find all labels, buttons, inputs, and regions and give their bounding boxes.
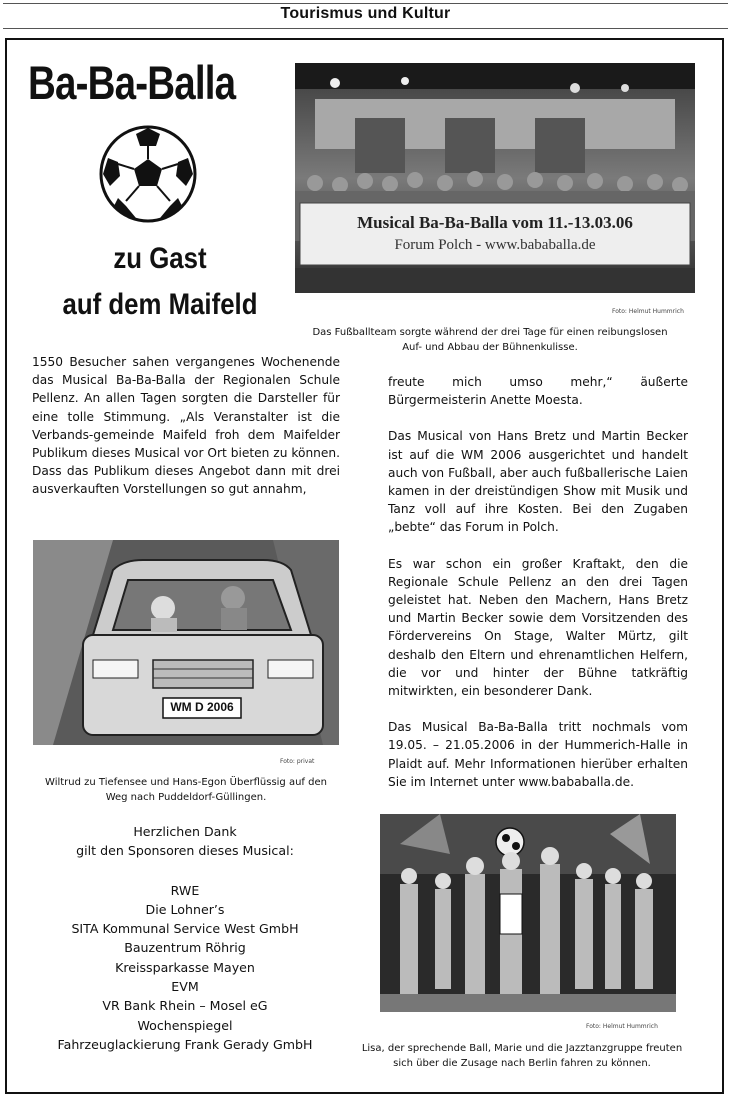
banner-line1: Musical Ba-Ba-Balla vom 11.-13.03.06 xyxy=(357,213,633,232)
photo-car xyxy=(33,540,339,745)
sponsor-item: Wochenspiegel xyxy=(137,1017,233,1033)
sponsor-item: Die Lohner’s xyxy=(145,901,225,917)
sponsors-block xyxy=(30,822,340,1054)
logo-subtitle-line2: auf dem Maifeld xyxy=(62,288,258,321)
football-icon xyxy=(98,124,198,224)
logo-subtitle xyxy=(48,236,272,328)
photo2-caption-line1: Wiltrud zu Tiefensee und Hans-Egon Überflüssig auf den xyxy=(45,777,327,788)
dance-scene-image xyxy=(380,814,676,1012)
photo1-credit: Foto: Helmut Hummrich xyxy=(612,308,684,315)
sponsors-heading-2: gilt den Sponsoren dieses Musical: xyxy=(76,843,294,859)
car-scene-image xyxy=(33,540,339,745)
article-left-column xyxy=(32,353,340,499)
photo-stage-team xyxy=(295,63,695,293)
header-rule-bottom xyxy=(3,28,728,29)
article-right-column xyxy=(388,373,688,791)
sponsor-item: Kreissparkasse Mayen xyxy=(115,959,255,975)
sponsor-item: Bauzentrum Röhrig xyxy=(124,940,246,956)
stage-scene-image xyxy=(295,63,695,293)
sponsors-heading-1: Herzlichen Dank xyxy=(133,824,237,839)
article-left-paragraph: 1550 Besucher sahen vergangenes Wochenende das Musical Ba-Ba-Balla der Regionalen Schule Pellenz. An allen Tagen sorgten die Darsteller für eine tolle Stimmung. „Als Veranstalter ist die Verbands-gemeinde Maifeld froh dem Maifelder Publikum dieses Musical vor Ort bieten zu können. Dass das Publikum dieses Angebot dann mit drei ausverkauften Vorstellungen so gut annahm, xyxy=(32,355,340,497)
article-right-paragraph-3: Es war schon ein großer Kraftakt, den die Regionale Schule Pellenz an den drei Tagen geleistet hat. Neben den Machern, Hans Bretz und Martin Becker sowie dem Vorsitzenden des Fördervereins On Stage, Walter Mürtz, gilt deshalb den Eltern und ehrenamtlichen Helfern, die vor und hinter der Bühne tatkräftig mitwirkten, ein besonderer Dank. xyxy=(388,556,688,699)
article-right-paragraph-4: Das Musical Ba-Ba-Balla tritt nochmals vom 19.05. – 21.05.2006 in der Hummerich-Halle in Plaidt auf. Mehr Informationen hierüber erhalten Sie im Internet unter www.bababalla.de. xyxy=(388,720,688,789)
photo-dancers xyxy=(380,814,676,1012)
photo3-credit: Foto: Helmut Hummrich xyxy=(586,1023,658,1030)
header-rule-top xyxy=(3,3,728,4)
article-right-paragraph-1: freute mich umso mehr,“ äußerte Bürgermeisterin Anette Moesta. xyxy=(388,375,688,408)
photo1-caption-line1: Das Fußballteam sorgte während der drei Tage für einen reibungslosen xyxy=(312,327,668,338)
photo3-caption-line1: Lisa, der sprechende Ball, Marie und die Jazztanzgruppe freuten xyxy=(361,1043,683,1054)
article-right-paragraph-2: Das Musical von Hans Bretz und Martin Becker ist auf die WM 2006 ausgerichtet und handelt auch von Fußball, aber auch fußballerische Laien kamen in der dreistündigen Show mit Musik und Tanz voll auf ihre Kosten. Bei den Zugaben „bebte“ das Forum in Polch. xyxy=(388,429,688,535)
banner-line2: Forum Polch - www.bababalla.de xyxy=(394,237,596,253)
photo1-caption-line2: Auf- und Abbau der Bühnenkulisse. xyxy=(402,342,578,353)
photo3-caption-line2: sich über die Zusage nach Berlin fahren zu können. xyxy=(393,1058,651,1069)
sponsor-item: Fahrzeuglackierung Frank Gerady GmbH xyxy=(57,1036,313,1052)
sponsor-item: EVM xyxy=(171,979,199,995)
section-title: Tourismus und Kultur xyxy=(280,5,451,22)
sponsor-item: VR Bank Rhein – Mosel eG xyxy=(102,998,268,1014)
photo2-caption-line2: Weg nach Puddeldorf-Güllingen. xyxy=(105,792,267,803)
license-plate: WM D 2006 xyxy=(170,700,234,714)
logo-title: Ba-Ba-Balla xyxy=(28,56,236,109)
sponsor-item: RWE xyxy=(170,882,200,898)
logo-subtitle-line1: zu Gast xyxy=(113,242,207,275)
sponsor-item: SITA Kommunal Service West GmbH xyxy=(71,921,299,937)
photo1-caption xyxy=(290,325,690,355)
photo2-credit: Foto: privat xyxy=(280,758,315,765)
photo3-caption xyxy=(352,1041,692,1071)
photo2-caption xyxy=(30,775,342,805)
